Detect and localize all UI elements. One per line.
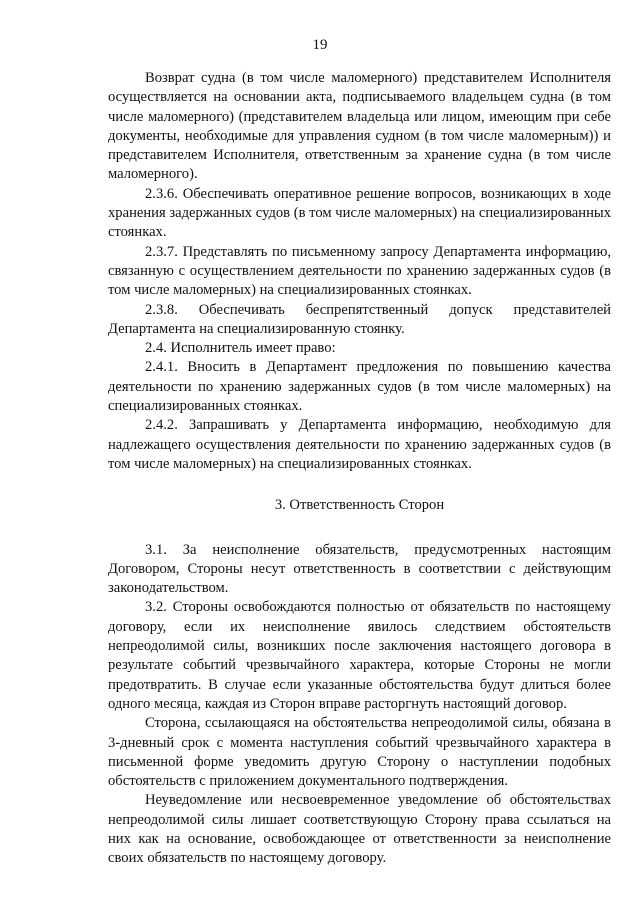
paragraph-notice-failure: Неуведомление или несвоевременное уведомление об обстоятельствах непреодолимой силы лишает соответствующую Сторону права ссылаться на них как на основание, освобождающее от ответственности за неисполнение своих обязательств по настоящему договору.	[108, 792, 611, 867]
paragraph-vessel-return: Возврат судна (в том числе маломерного) представителем Исполнителя осуществляется на основании акта, подписываемого владельцем судна (в том числе маломерного) (представителем владельца или лицом, имеющим при себе документы, необходимые для управления судном (в том числе маломерным)) и представителем Исполнителя, ответственным за хранение судна (в том числе маломерного).	[108, 70, 611, 183]
paragraph-2-4-2: 2.4.2. Запрашивать у Департамента информацию, необходимую для надлежащего осуществления деятельности по хранению задержанных судов (в том числе маломерных) на специализированных стоянках.	[108, 417, 611, 472]
paragraph-2-4: 2.4. Исполнитель имеет право:	[145, 340, 336, 357]
paragraph-3-2: 3.2. Стороны освобождаются полностью от обязательств по настоящему договору, если их неисполнение явилось следствием обстоятельств непреодолимой силы, возникших после заключения настоящего договора в результате событий чрезвычайного характера, которые Стороны не могли предотвратить. В случае если указанные обстоятельства будут длиться более одного месяца, каждая из Сторон вправе расторгнуть настоящий договор.	[108, 599, 611, 712]
page-number: 19	[312, 37, 328, 53]
paragraph-2-4-1: 2.4.1. Вносить в Департамент предложения по повышению качества деятельности по хранению задержанных судов (в том числе маломерных) на специализированных стоянках.	[108, 359, 611, 415]
section-title: 3. Ответственность Сторон	[274, 497, 445, 514]
paragraph-2-3-6: 2.3.6. Обеспечивать оперативное решение вопросов, возникающих в ходе хранения задержанных судов (в том числе маломерных) на специализированных стоянках.	[108, 185, 611, 241]
paragraph-2-3-8: 2.3.8. Обеспечивать беспрепятственный допуск представителей Департамента на специализированную стоянку.	[108, 301, 611, 337]
paragraph-3-1: 3.1. За неисполнение обязательств, предусмотренных настоящим Договором, Стороны несут ответственность в соответствии с действующим законодательством.	[108, 541, 611, 597]
paragraph-force-majeure-notice: Сторона, ссылающаяся на обстоятельства непреодолимой силы, обязана в 3-дневный срок с момента наступления событий чрезвычайного характера в письменной форме уведомить другую Сторону о наступлении подобных обстоятельств с приложением документального подтверждения.	[108, 715, 611, 790]
document-body	[108, 69, 611, 869]
paragraph-2-3-7: 2.3.7. Представлять по письменному запросу Департамента информацию, связанную с осуществлением деятельности по хранению задержанных судов (в том числе маломерных) на специализированных стоянках.	[108, 243, 611, 299]
